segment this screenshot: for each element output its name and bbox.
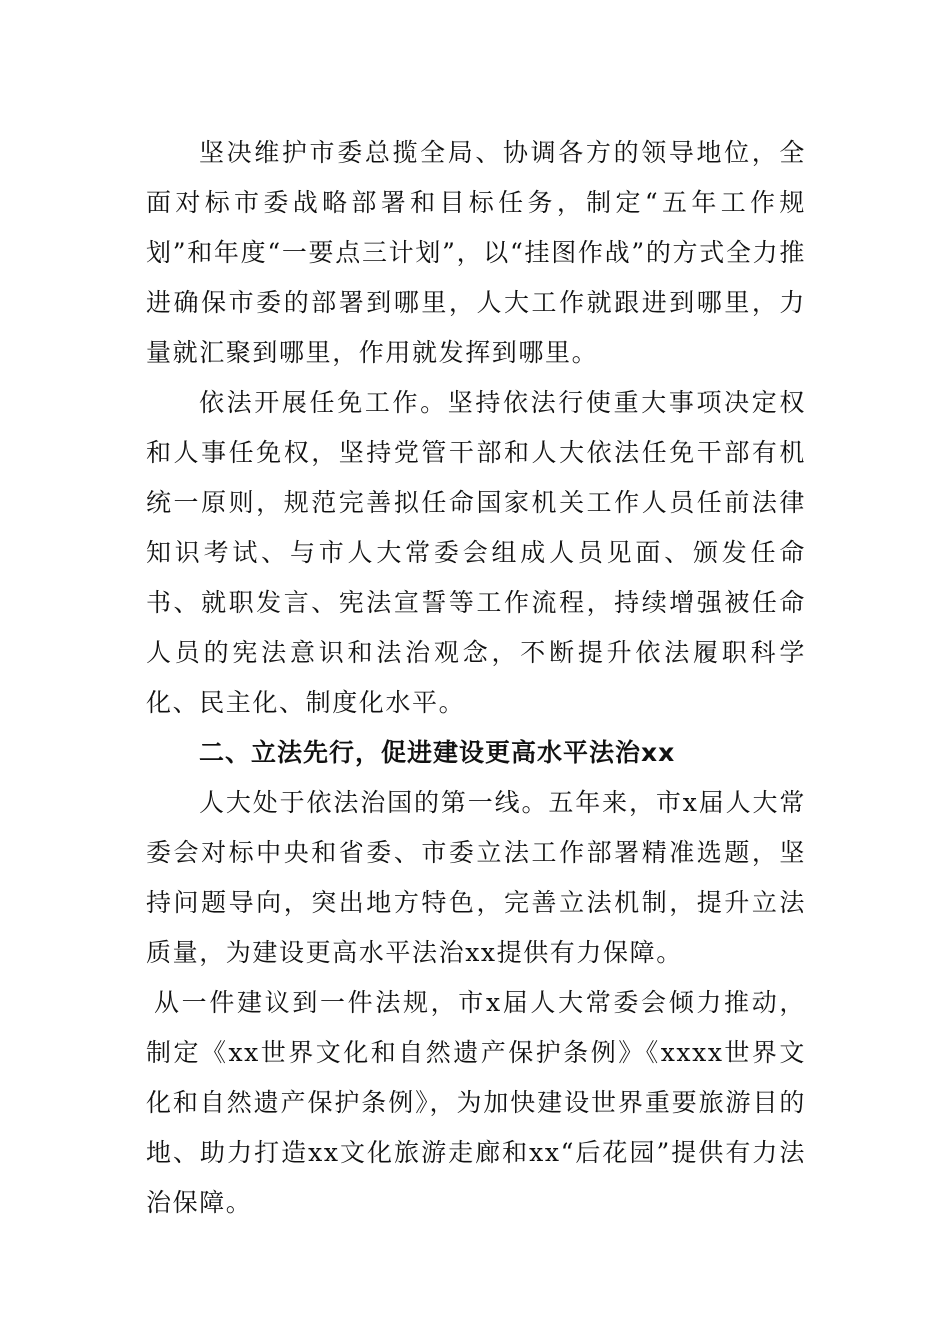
paragraph-appointment: 依法开展任免工作。坚持依法行使重大事项决定权和人事任免权，坚持党管干部和人大依法任免干部有机统一原则，规范完善拟任命国家机关工作人员任前法律知识考试、与市人大常委会组成人员见面、颁发任命书、就职发言、宪法宣誓等工作流程，持续增强被任命人员的宪法意识和法治观念，不断提升依法履职科学化、民主化、制度化水平。 (146, 388, 806, 717)
document-body (146, 128, 806, 1228)
paragraph-leadership: 坚决维护市委总揽全局、协调各方的领导地位，全面对标市委战略部署和目标任务，制定“五年工作规划”和年度“一要点三计划”，以“挂图作战”的方式全力推进确保市委的部署到哪里，人大工作就跟进到哪里，力量就汇聚到哪里，作用就发挥到哪里。 (146, 138, 806, 367)
section-heading: 二、立法先行，促进建设更高水平法治xx (199, 738, 676, 767)
paragraph-heritage-regulation: 从一件建议到一件法规，市x届人大常委会倾力推动，制定《xx世界文化和自然遗产保护条例》《xxxx世界文化和自然遗产保护条例》，为加快建设世界重要旅游目的地、助力打造xx文化旅游走廊和xx“后花园”提供有力法治保障。 (146, 988, 806, 1217)
paragraph-legislation: 人大处于依法治国的第一线。五年来，市x届人大常委会对标中央和省委、市委立法工作部署精准选题，坚持问题导向，突出地方特色，完善立法机制，提升立法质量，为建设更高水平法治xx提供有力保障。 (146, 788, 806, 967)
